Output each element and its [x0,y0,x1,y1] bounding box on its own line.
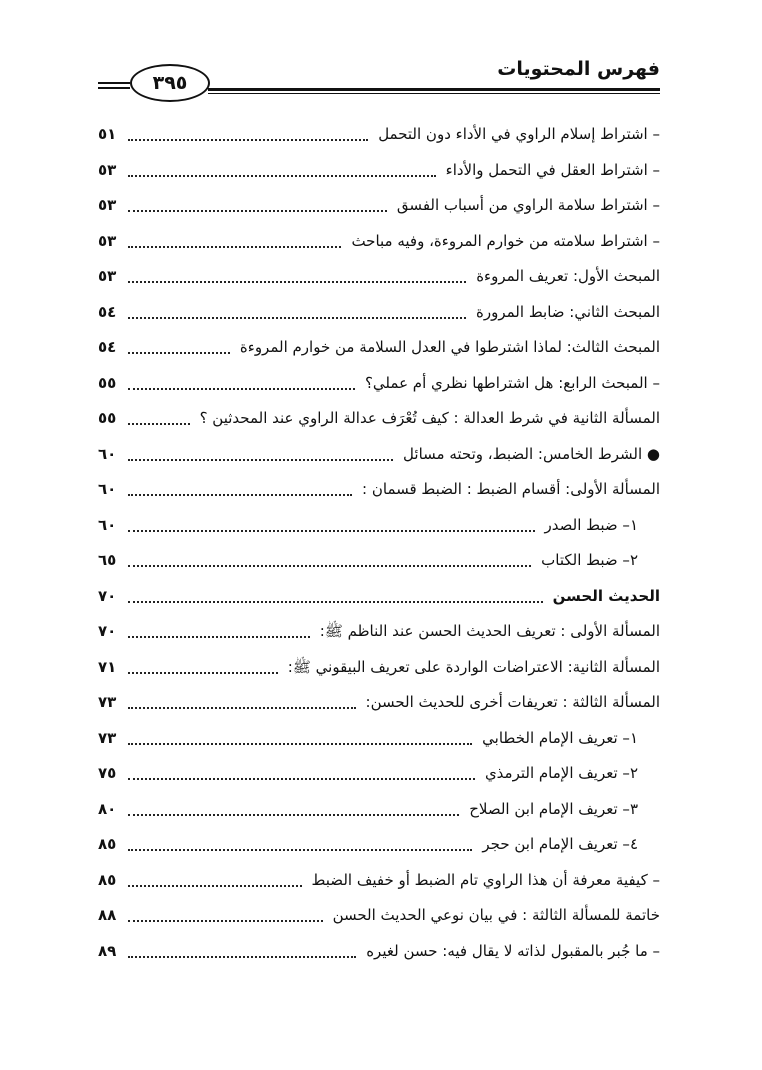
toc-entry [98,480,660,516]
toc-entry-text: ٢– تعريف الإمام الترمذي [484,764,638,782]
toc-entry-page: ٦٠ [98,444,117,463]
toc-entry-text: المسألة الأولى: أقسام الضبط : الضبط قسمان : [362,480,660,498]
toc-entry-page: ٨٥ [98,835,117,853]
toc-entry-text: – اشتراط سلامته من خوارم المروءة، وفيه مباحث [351,231,660,250]
toc-entry [98,835,660,871]
toc-entry-text: المسألة الثالثة : تعريفات أخرى للحديث الحسن: [365,693,660,711]
toc-entry [98,800,660,836]
dot-leader [128,565,531,567]
dot-leader [128,175,436,177]
toc-entry-page: ٦٠ [98,480,117,498]
dot-leader [128,352,230,354]
dot-leader [128,636,310,638]
toc-entry [98,587,660,623]
toc-entry-text: ٤– تعريف الإمام ابن حجر [482,835,638,853]
toc-entry-text: خاتمة للمسألة الثالثة : في بيان نوعي الحديث الحسن [332,906,660,924]
toc-entry [98,445,660,481]
toc-entry-page: ٧٠ [98,586,117,605]
toc-entry [98,871,660,907]
toc-entry-text: المبحث الثاني: ضابط المرورة [476,302,660,321]
toc-entry-page: ٧٥ [98,764,117,782]
toc-entry [98,729,660,765]
toc-entry [98,764,660,800]
dot-leader [128,281,466,283]
toc-entry-page: ٥٣ [98,267,117,285]
toc-entry [98,622,660,658]
dot-leader [128,601,543,603]
dot-leader [128,672,278,674]
dot-leader [128,423,190,425]
toc-entry-text: ١– ضبط الصدر [544,515,638,534]
toc-entry-text: المبحث الأول: تعريف المروءة [476,267,660,285]
dot-leader [128,849,472,851]
toc-entry [98,232,660,268]
dot-leader [128,743,472,745]
toc-entry-text: – اشتراط سلامة الراوي من أسباب الفسق [396,196,660,214]
toc-entry-text: الحديث الحسن [552,586,660,605]
dot-leader [128,778,475,780]
dot-leader [128,246,341,248]
dot-leader [128,956,356,958]
toc-entry-page: ٥٥ [98,409,117,427]
toc-entry [98,125,660,161]
toc-entry [98,303,660,339]
page-number: ٣٩٥ [130,64,210,102]
dot-leader [128,210,387,212]
page-header [98,52,660,100]
toc-entry-page: ٥٣ [98,231,117,250]
header-rule [208,88,660,94]
toc-entry-page: ٥٣ [98,196,117,214]
dot-leader [128,139,368,141]
toc-entry [98,338,660,374]
toc-entry-text: المسألة الثانية: الاعتراضات الواردة على تعريف البيقوني ﷺ: [287,657,660,676]
dot-leader [128,317,466,319]
dot-leader [128,814,459,816]
toc-entry [98,551,660,587]
toc-entry-text: المسألة الأولى : تعريف الحديث الحسن عند الناظم ﷺ: [319,622,660,640]
toc-entry [98,516,660,552]
toc-entry-page: ٦٥ [98,551,117,569]
toc-entry-page: ٥٤ [98,338,117,356]
toc-entry [98,409,660,445]
table-of-contents [98,125,660,977]
toc-entry-text: ● الشرط الخامس: الضبط، وتحته مسائل [403,444,660,463]
toc-entry-page: ٨٨ [98,906,117,924]
toc-entry-page: ٥٤ [98,302,117,321]
toc-entry-page: ٨٩ [98,941,117,960]
toc-entry-text: – المبحث الرابع: هل اشتراطها نظري أم عملي؟ [364,373,660,392]
toc-entry-page: ٨٥ [98,870,117,889]
toc-entry [98,693,660,729]
toc-entry-page: ٦٠ [98,515,117,534]
toc-entry-text: ١– تعريف الإمام الخطابي [482,728,638,747]
toc-entry-text: – اشتراط إسلام الراوي في الأداء دون التحمل [378,125,660,143]
toc-entry-page: ٧٣ [98,728,117,747]
toc-entry-text: – كيفية معرفة أن هذا الراوي تام الضبط أو خفيف الضبط [311,870,660,889]
dot-leader [128,707,356,709]
toc-entry-page: ٧٣ [98,693,117,711]
dot-leader [128,920,323,922]
page-title: فهرس المحتويات [497,58,660,80]
toc-entry-text: – اشتراط العقل في التحمل والأداء [445,160,660,179]
toc-entry-text: ٢– ضبط الكتاب [541,551,638,569]
toc-entry [98,374,660,410]
toc-entry-page: ٥١ [98,125,117,143]
dot-leader [128,885,302,887]
dot-leader [128,530,535,532]
toc-entry-text: ٣– تعريف الإمام ابن الصلاح [469,799,638,818]
header-left-rule [98,82,130,89]
dot-leader [128,494,352,496]
toc-entry-page: ٧٠ [98,622,117,640]
toc-entry [98,906,660,942]
toc-entry [98,942,660,978]
toc-entry-page: ٥٣ [98,160,117,179]
toc-entry-text: – ما جُبر بالمقبول لذاته لا يقال فيه: حسن لغيره [366,941,660,960]
toc-entry [98,161,660,197]
toc-entry [98,658,660,694]
toc-entry-text: المسألة الثانية في شرط العدالة : كيف تُعْرَف عدالة الراوي عند المحدثين ؟ [199,409,660,427]
toc-entry [98,196,660,232]
toc-entry-text: المبحث الثالث: لماذا اشترطوا في العدل السلامة من خوارم المروءة [239,338,660,356]
dot-leader [128,388,355,390]
toc-entry-page: ٨٠ [98,799,117,818]
toc-entry [98,267,660,303]
toc-entry-page: ٧١ [98,657,117,676]
toc-entry-page: ٥٥ [98,373,117,392]
dot-leader [128,459,393,461]
